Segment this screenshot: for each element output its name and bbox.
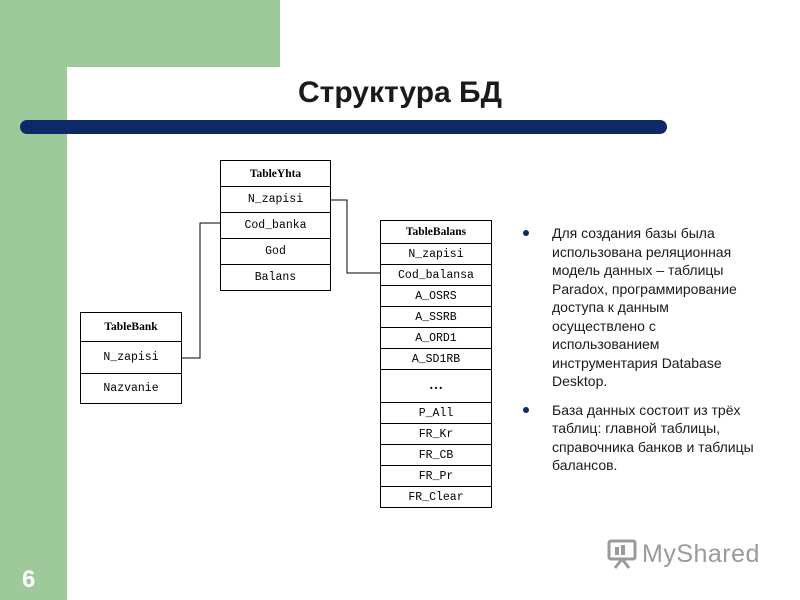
table-yhta-field: N_zapisi [221, 186, 330, 212]
table-balans-field: N_zapisi [381, 243, 491, 264]
description-text: База данных состоит из трёх таблиц: главной таблицы, справочника банков и таблицы балансов. [552, 401, 754, 473]
table-bank [80, 312, 182, 404]
table-balans-field: A_OSRS [381, 285, 491, 306]
table-balans [380, 220, 492, 508]
table-balans-field: A_SD1RB [381, 348, 491, 369]
table-yhta-field: Balans [221, 264, 330, 290]
slide-number: 6 [22, 566, 36, 593]
description-text: Для создания базы была использована реляционная модель данных – таблицы Paradox, программирование доступа к данным осуществлено с использованием инструментария Database Desktop. [552, 225, 737, 389]
presentation-board-icon [607, 539, 637, 569]
table-balans-header: TableBalans [405, 226, 467, 238]
table-yhta-field: Cod_banka [221, 212, 330, 238]
table-balans-field: FR_Pr [381, 465, 491, 486]
table-balans-field: FR_CB [381, 444, 491, 465]
table-bank-field: N_zapisi [81, 341, 181, 373]
slide-title: Структура БД [298, 76, 502, 109]
bullet-icon [523, 407, 529, 413]
link-bank-yhta [180, 223, 220, 358]
table-bank-header: TableBank [104, 321, 158, 333]
bullet-icon [523, 230, 529, 236]
description-item [520, 224, 760, 391]
table-yhta-header: TableYhta [249, 167, 302, 180]
watermark-logo [607, 538, 760, 570]
description-item [520, 401, 760, 475]
table-yhta-field: God [221, 238, 330, 264]
table-balans-field: FR_Clear [381, 486, 491, 507]
table-yhta [220, 160, 331, 291]
table-balans-field: A_SSRB [381, 306, 491, 327]
table-balans-field: FR_Kr [381, 423, 491, 444]
table-balans-field: P_All [381, 402, 491, 423]
table-bank-field: Nazvanie [81, 373, 181, 403]
table-balans-field: Cod_balansa [381, 264, 491, 285]
description-list [520, 224, 760, 485]
table-balans-field: A_ORD1 [381, 327, 491, 348]
watermark-text: MyShared [642, 539, 760, 568]
table-balans-ellipsis: … [381, 369, 491, 402]
link-yhta-balans [330, 200, 380, 273]
